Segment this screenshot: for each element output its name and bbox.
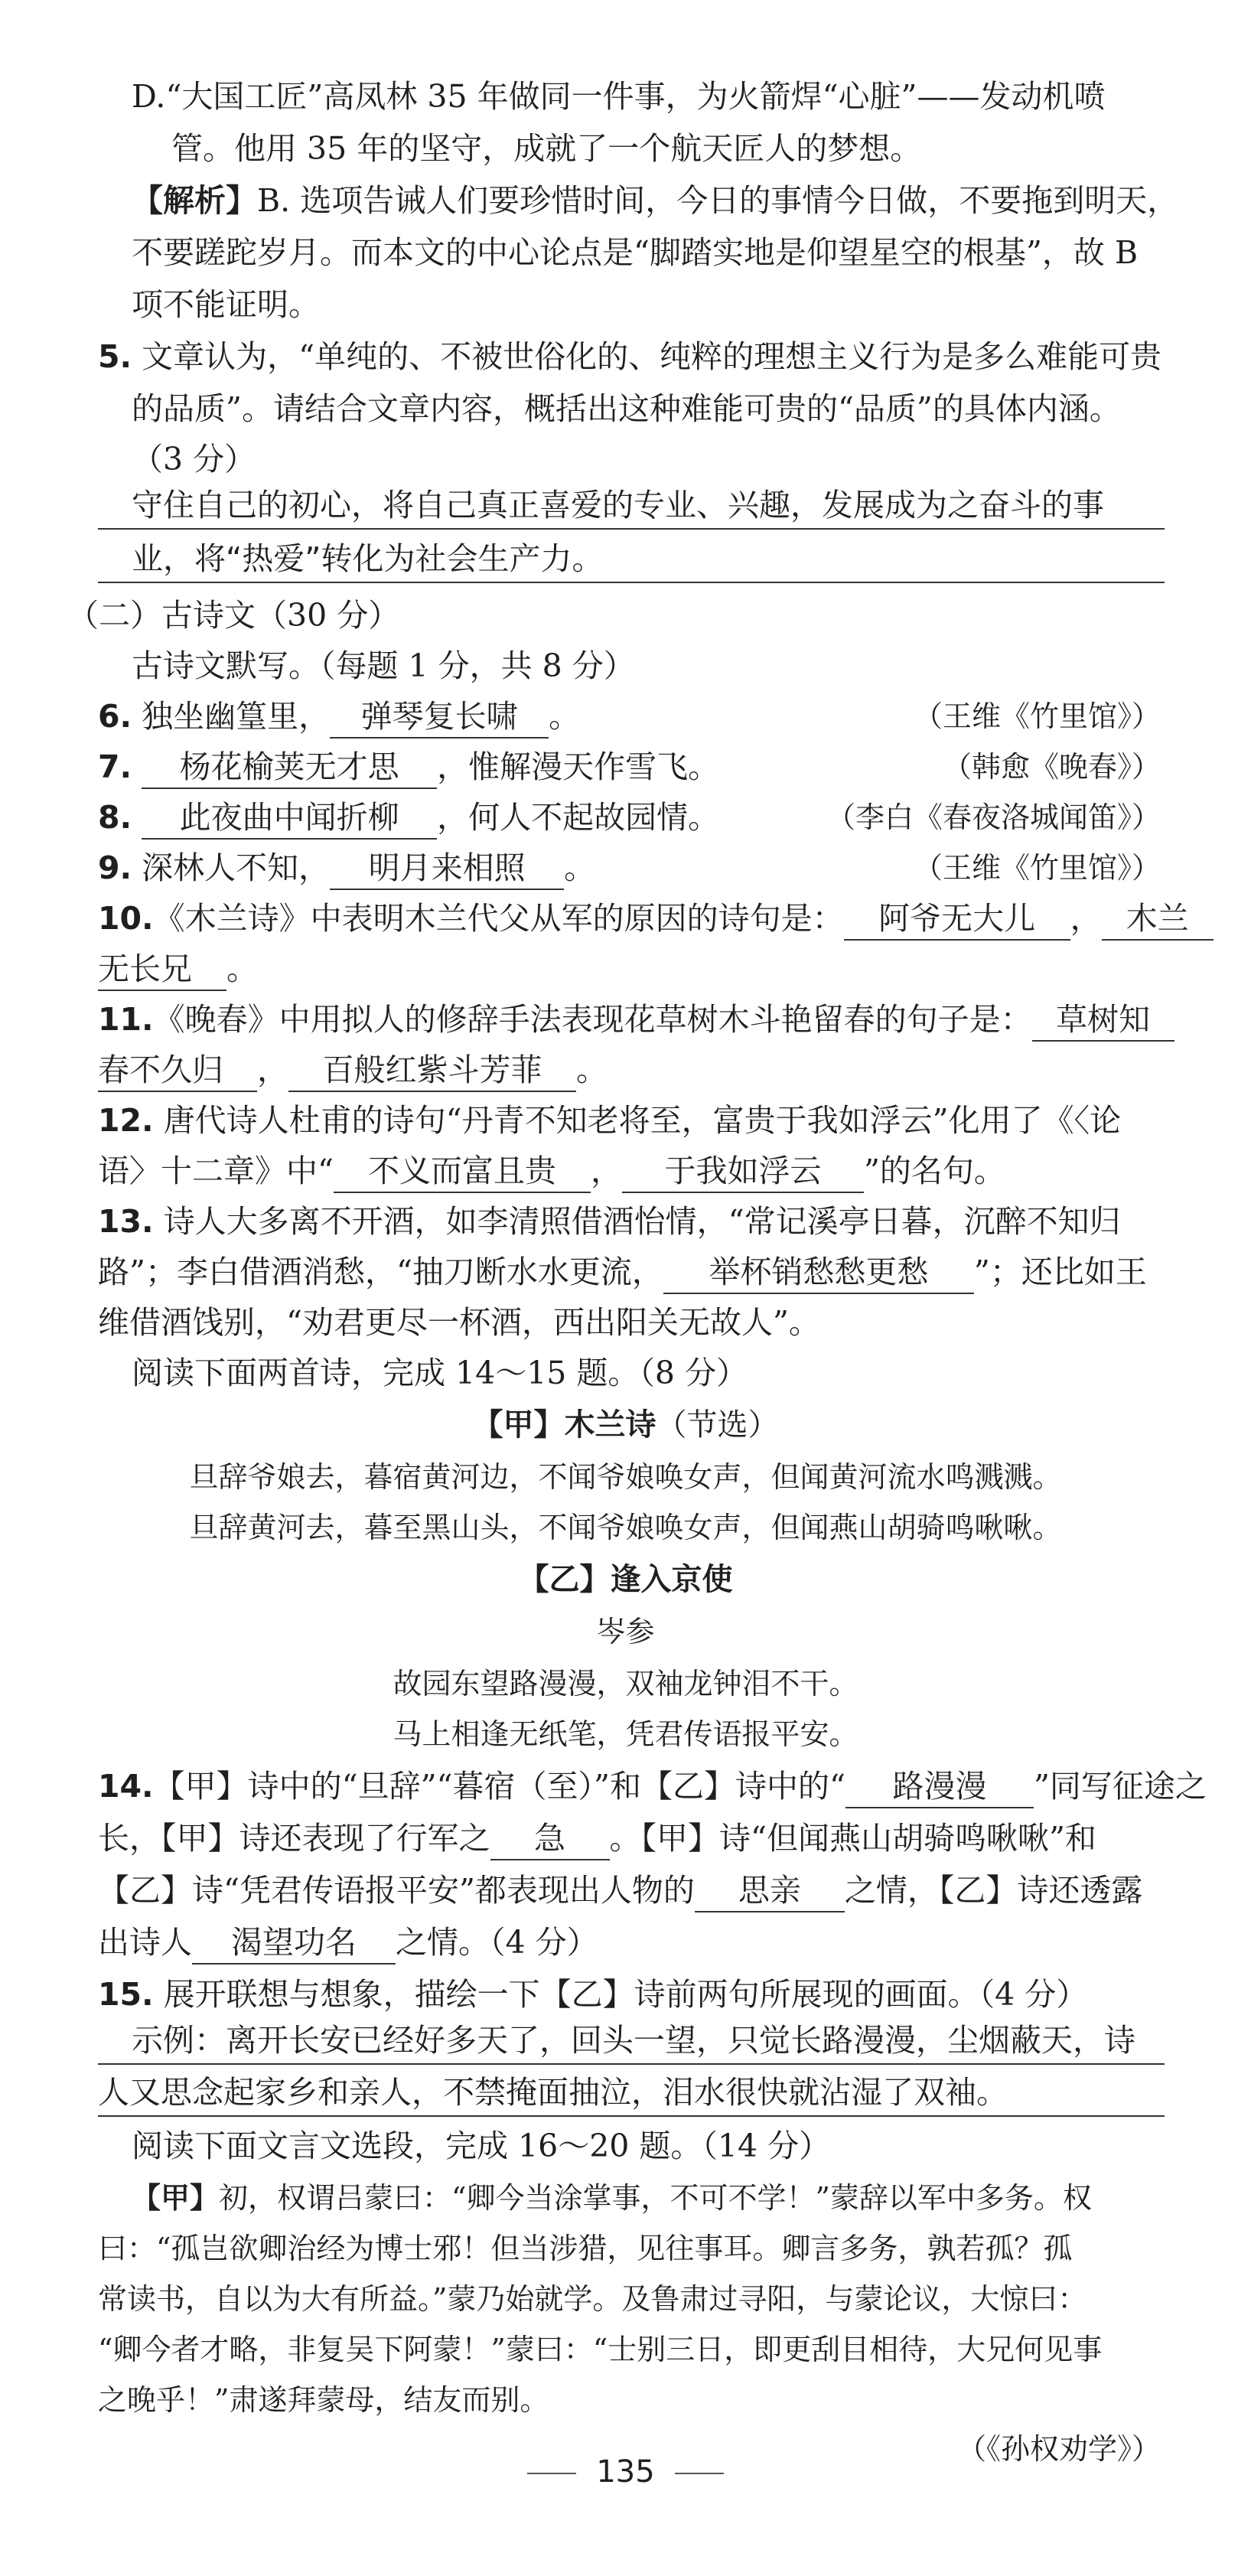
q11-suffix: 。 (576, 1052, 608, 1088)
q4-analysis-line3: 项不能证明。 (132, 286, 320, 323)
poem-jia-note: （节选） (656, 1407, 779, 1443)
q14-text2: 长，【甲】诗还表现了行军之 (98, 1820, 490, 1857)
passage-tag: 【甲】 (132, 2181, 220, 2215)
question-number: 9. (98, 849, 132, 886)
poem-jia-title (0, 1399, 1251, 1451)
q9-source: （王维《竹里馆》） (913, 851, 1161, 885)
q14-line1 (98, 1760, 1207, 1812)
poem-yi-author: 岑参 (596, 1615, 655, 1648)
question-number: 7. (98, 748, 132, 785)
q6-suffix: 。 (549, 698, 581, 735)
q13-line3: 维借酒饯别，“劝君更尽一杯酒，西出阳关无故人”。 (98, 1304, 820, 1341)
q15-line1 (98, 1968, 1087, 2020)
question-number: 10. (98, 900, 154, 937)
question-number: 6. (98, 698, 132, 735)
q10-line2 (98, 943, 258, 995)
q9-suffix: 。 (564, 849, 596, 886)
q13-prefix: 路”；李白借酒消愁，“抽刀断水水更流， (98, 1254, 663, 1290)
q15-answer-line1: 示例：离开长安已经好多天了，回头一望，只觉长路漫漫，尘烟蔽天，诗 (98, 2017, 1165, 2065)
q14-line3 (98, 1864, 1142, 1916)
q12-line2 (98, 1145, 1005, 1197)
q11-line1 (98, 993, 1174, 1045)
q5-answer-line1: 守住自己的初心，将自己真正喜爱的专业、兴趣，发展成为之奋斗的事 (98, 482, 1165, 530)
q4-analysis-line1 (132, 174, 1178, 227)
q12-line1 (98, 1094, 1121, 1146)
q7-answer: 杨花榆荚无才思 (142, 746, 437, 789)
q11-line2 (98, 1044, 608, 1096)
q13-line1 (98, 1195, 1121, 1247)
page-number (0, 2446, 1251, 2498)
question-number: 5. (98, 338, 132, 375)
question-number: 8. (98, 799, 132, 836)
q9-prefix: 深林人不知， (142, 849, 331, 886)
passage-line3: 常读书，自以为大有所益。”蒙乃始就学。及鲁肃过寻阳，与蒙论议，大惊曰： (98, 2282, 1087, 2316)
passage-line2: 曰：“孤岂欲卿治经为博士邪！但当涉猎，见往事耳。卿言多务，孰若孤？孤 (98, 2232, 1073, 2265)
q10-answer2-part2: 无长兄 (98, 948, 226, 991)
q7-suffix: ，惟解漫天作雪飞。 (437, 748, 720, 785)
q6-source: （王维《竹里馆》） (913, 699, 1161, 733)
analysis-tag: 【解析】 (132, 182, 257, 219)
q14-text1b: ”同写征途之 (1033, 1768, 1207, 1805)
q14-text1: 【甲】诗中的“旦辞”“暮宿（至）”和【乙】诗中的“ (153, 1768, 845, 1805)
q12-comma: ， (590, 1153, 622, 1189)
page-number-text: 135 (596, 2454, 655, 2490)
q5-answer-line2: 业，将“热爱”转化为社会生产力。 (98, 536, 1165, 583)
poem-yi-title: 【乙】逢入京使 (518, 1562, 733, 1597)
reading1-intro: 阅读下面两首诗，完成 14～15 题。（8 分） (132, 1355, 748, 1391)
passage-text1: 初，权谓吕蒙曰：“卿今当涂掌事，不可不学！”蒙辞以军中多务。权 (219, 2181, 1092, 2215)
q10-comma: ， (1070, 900, 1102, 937)
q9-answer: 明月来相照 (330, 847, 564, 890)
q14-text4b: 之情。（4 分） (396, 1924, 598, 1961)
q14-text2b: 。【甲】诗“但闻燕山胡骑鸣啾啾”和 (609, 1820, 1096, 1857)
q10-answer1: 阿爷无大儿 (844, 898, 1070, 941)
q6-answer: 弹琴复长啸 (330, 696, 549, 739)
q10-suffix: 。 (226, 951, 258, 987)
section2-heading: （二）古诗文（30 分） (67, 597, 400, 634)
q9 (98, 842, 595, 894)
q8-source: （李白《春夜洛城闻笛》） (826, 801, 1161, 834)
q14-answer3: 思亲 (695, 1870, 845, 1912)
q14-answer4: 渴望功名 (192, 1922, 396, 1965)
q11-comma: ， (257, 1052, 288, 1088)
passage-line5: 之晚乎！”肃遂拜蒙母，结友而别。 (98, 2383, 549, 2417)
question-number: 14. (98, 1768, 154, 1805)
q8-answer: 此夜曲中闻折柳 (142, 797, 437, 840)
q12-answer2: 于我如浮云 (622, 1150, 864, 1193)
q7-source: （韩愈《晚春》） (942, 750, 1161, 784)
question-number: 15. (98, 1976, 154, 2013)
q5-line1 (98, 331, 1161, 383)
question-number: 13. (98, 1203, 154, 1240)
q11-answer1-part1: 草树知 (1032, 999, 1174, 1042)
q13-text: 诗人大多离不开酒，如李清照借酒怡情，“常记溪亭日暮，沉醉不知归 (163, 1203, 1121, 1240)
q5-line2: 的品质”。请结合文章内容，概括出这种难能可贵的“品质”的具体内涵。 (132, 390, 1121, 427)
reading2-intro: 阅读下面文言文选段，完成 16～20 题。（14 分） (132, 2128, 831, 2164)
poem-jia-title-text: 【甲】木兰诗 (472, 1407, 656, 1443)
analysis-text: B. 选项告诫人们要珍惜时间，今日的事情今日做，不要拖到明天， (257, 182, 1179, 219)
q14-text4: 出诗人 (98, 1924, 192, 1961)
q12-suffix: ”的名句。 (863, 1153, 1005, 1189)
q14-text3: 【乙】诗“凭君传语报平安”都表现出人物的 (98, 1872, 695, 1909)
q14-text3b: 之情，【乙】诗还透露 (844, 1872, 1143, 1909)
q4-analysis-line2: 不要蹉跎岁月。而本文的中心论点是“脚踏实地是仰望星空的根基”，故 B (132, 234, 1139, 271)
section2-subheading: 古诗文默写。（每题 1 分，共 8 分） (132, 647, 635, 684)
passage-line4: “卿今者才略，非复吴下阿蒙！”蒙曰：“士别三日，即更刮目相待，大兄何见事 (98, 2333, 1103, 2366)
q7 (98, 741, 719, 793)
q11-text: 《晚春》中用拟人的修辞手法表现花草树木斗艳留春的句子是： (153, 1001, 1032, 1038)
q11-answer1-part2: 春不久归 (98, 1049, 257, 1092)
q12-answer1: 不义而富且贵 (334, 1150, 591, 1193)
poem-yi-line1: 故园东望路漫漫，双袖龙钟泪不干。 (393, 1667, 858, 1700)
q5-line3: （3 分） (132, 441, 256, 478)
q4-option-d-line2: 管。他用 35 年的坚守，成就了一个航天匠人的梦想。 (171, 130, 922, 167)
q14-answer1: 路漫漫 (845, 1766, 1034, 1808)
q15-text: 展开联想与想象，描绘一下【乙】诗前两句所展现的画面。（4 分） (163, 1976, 1088, 2013)
q14-answer2: 急 (490, 1818, 610, 1860)
q8 (98, 791, 719, 843)
q15-answer-line2: 人又思念起家乡和亲人，不禁掩面抽泣，泪水很快就沾湿了双袖。 (98, 2069, 1165, 2117)
passage-line1 (132, 2172, 1092, 2224)
q8-suffix: ，何人不起故园情。 (437, 799, 720, 836)
poem-jia-line2: 旦辞黄河去，暮至黑山头，不闻爷娘唤女声，但闻燕山胡骑鸣啾啾。 (189, 1511, 1062, 1544)
q13-suffix: ”；还比如王 (973, 1254, 1147, 1290)
q10-answer2-part1: 木兰 (1102, 898, 1214, 941)
q10-line1 (98, 892, 1214, 944)
q11-answer2: 百般红紫斗芳菲 (288, 1049, 576, 1092)
question-number: 12. (98, 1102, 154, 1139)
poem-yi-line2: 马上相逢无纸笔，凭君传语报平安。 (393, 1717, 858, 1751)
q5-text: 文章认为，“单纯的、不被世俗化的、纯粹的理想主义行为是多么难能可贵 (142, 338, 1162, 375)
page-number-dash-left (527, 2473, 576, 2474)
page-number-dash-right (675, 2473, 724, 2474)
q12-prefix: 语〉十二章》中“ (98, 1153, 334, 1189)
q14-line4 (98, 1916, 598, 1968)
q13-answer: 举杯销愁愁更愁 (663, 1251, 974, 1294)
q10-text: 《木兰诗》中表明木兰代父从军的原因的诗句是： (153, 900, 844, 937)
q13-line2 (98, 1246, 1147, 1298)
q12-text: 唐代诗人杜甫的诗句“丹青不知老将至，富贵于我如浮云”化用了《〈论 (163, 1102, 1122, 1139)
q14-line2 (98, 1812, 1096, 1864)
q6-prefix: 独坐幽篁里， (142, 698, 331, 735)
passage-source: （《孙权劝学》） (956, 2432, 1161, 2466)
q4-option-d-line1: D.“大国工匠”高凤林 35 年做同一件事，为火箭焊“心脏”——发动机喷 (132, 78, 1106, 115)
q6 (98, 690, 580, 742)
poem-jia-line1: 旦辞爷娘去，暮宿黄河边，不闻爷娘唤女声，但闻黄河流水鸣溅溅。 (189, 1460, 1062, 1494)
question-number: 11. (98, 1001, 154, 1038)
